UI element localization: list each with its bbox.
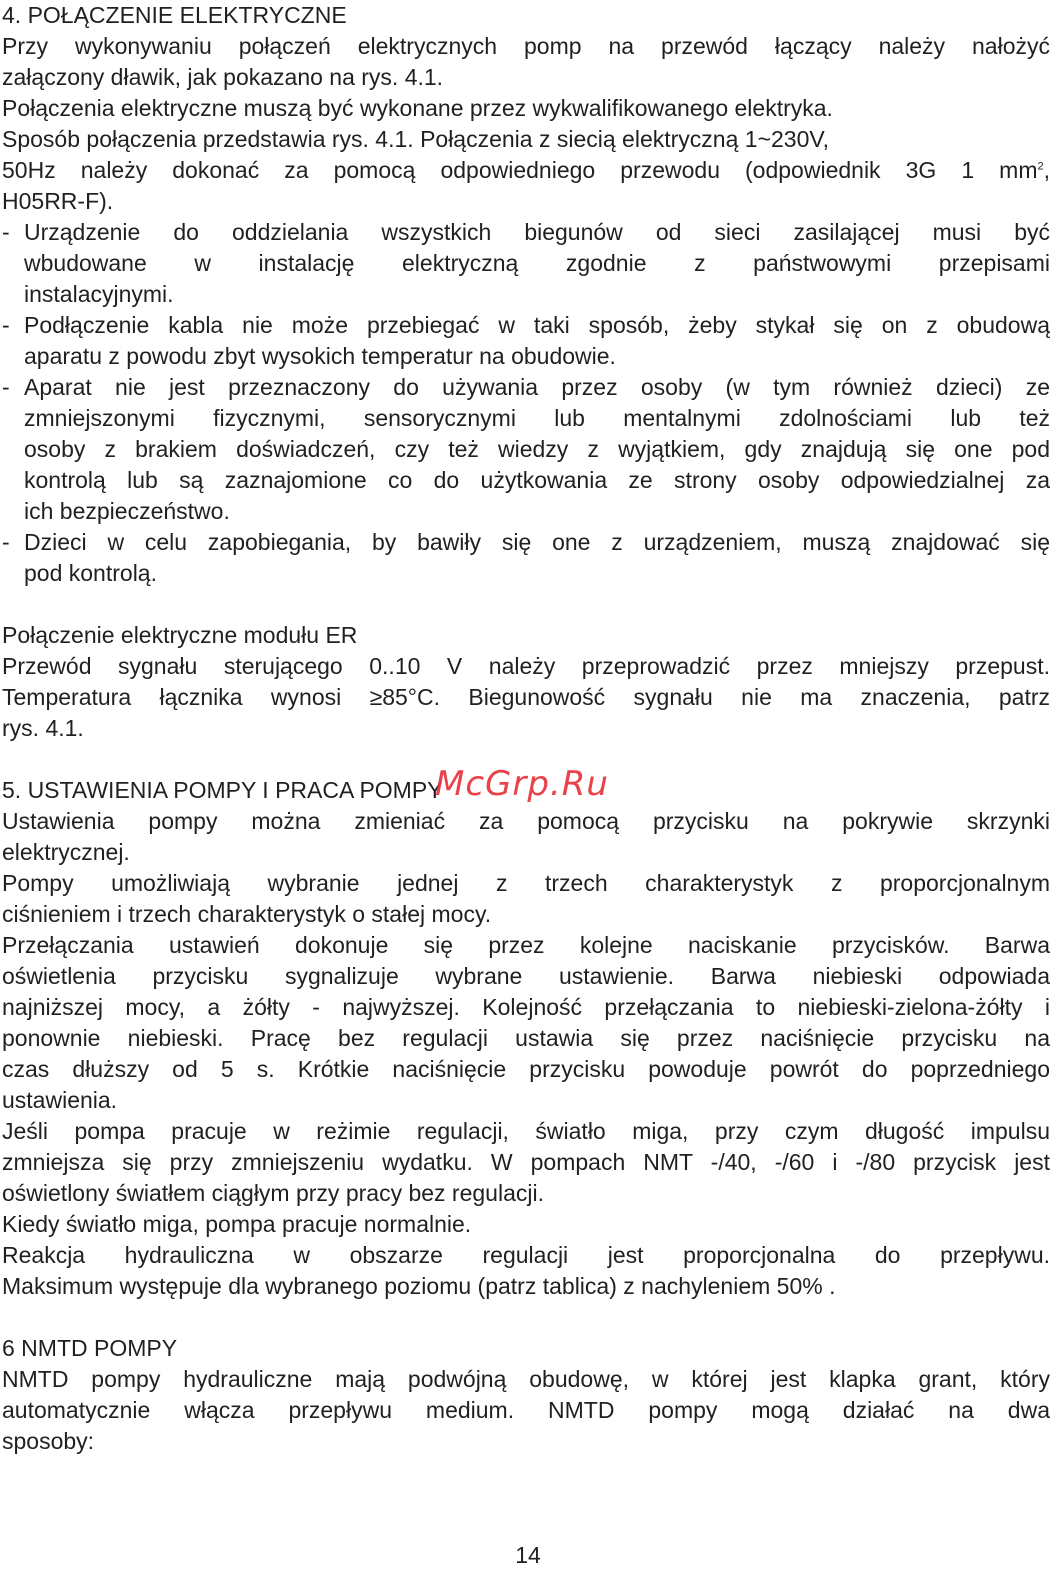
sec5-p4-line3: oświetlony światłem ciągłym przy pracy bez regulacji. [2, 1180, 544, 1206]
bullet-1-line1: - Urządzenie do oddzielania wszystkich biegunów od sieci zasilającej musi być [2, 217, 1050, 248]
bullet-4-line1: - Dzieci w celu zapobiegania, by bawiły się one z urządzeniem, muszą znajdować się [2, 527, 1050, 558]
sec4-p3-line2: 50Hz należy dokonać za pomocą odpowiedniego przewodu (odpowiednik 3G 1 $mm^2$, [2, 157, 1050, 183]
er-module-title: Połączenie elektryczne modułu ER [2, 622, 358, 648]
bullet-2-line2: aparatu z powodu zbyt wysokich temperatur na obudowie. [24, 343, 616, 369]
sec5-p5: Kiedy światło miga, pompa pracuje normalnie. [2, 1211, 472, 1237]
sec4-p2: Połączenia elektryczne muszą być wykonane przez wykwalifikowanego elektryka. [2, 95, 833, 121]
sec5-p3-line1: Przełączania ustawień dokonuje się przez kolejne naciskanie przycisków. Barwa [2, 932, 1050, 958]
section-6-title: 6 NMTD POMPY [2, 1335, 178, 1361]
er-line2: Temperatura łącznika wynosi ≥85°C. Biegunowość sygnału nie ma znaczenia, patrz [2, 684, 1050, 710]
sec5-p2-line1: Pompy umożliwiają wybranie jednej z trzech charakterystyk z proporcjonalnym [2, 870, 1050, 896]
sec4-p3-line3: H05RR-F). [2, 188, 114, 214]
bullet-dash: - [2, 219, 10, 245]
bullet-3-line2: zmniejszonymi fizycznymi, sensorycznymi lub mentalnymi zdolnościami lub też [24, 405, 1050, 431]
bullet-dash: - [2, 374, 10, 400]
sec6-line3: sposoby: [2, 1428, 95, 1454]
page-number: 14 [515, 1542, 541, 1568]
bullet-2-line1: - Podłączenie kabla nie może przebiegać w taki sposób, żeby stykał się on z obudową [2, 310, 1050, 341]
bullet-1-line2: wbudowane w instalację elektryczną zgodnie z państwowymi przepisami [24, 250, 1050, 276]
sec5-p1-line2: elektrycznej. [2, 839, 130, 865]
sec5-p4-line1: Jeśli pompa pracuje w reżimie regulacji, światło miga, przy czym długość impulsu [2, 1118, 1050, 1144]
sec4-p1-line1: Przy wykonywaniu połączeń elektrycznych pomp na przewód łączący należy nałożyć [2, 33, 1050, 59]
bullet-dash: - [2, 529, 10, 555]
bullet-1-line3: instalacyjnymi. [24, 281, 174, 307]
sec5-p1-line1: Ustawienia pompy można zmieniać za pomocą przycisku na pokrywie skrzynki [2, 808, 1050, 834]
sec5-p4-line2: zmniejsza się przy zmniejszeniu wydatku. W pompach NMT -/40, -/60 i -/80 przycisk jest [2, 1149, 1050, 1175]
sec4-p1-line2: załączony dławik, jak pokazano na rys. 4.1. [2, 64, 444, 90]
sec5-p3-line4: ponownie niebieski. Pracę bez regulacji ustawia się przez naciśnięcie przycisku na [2, 1025, 1050, 1051]
bullet-4-line2: pod kontrolą. [24, 560, 157, 586]
er-line3: rys. 4.1. [2, 715, 84, 741]
sec6-line1: NMTD pompy hydrauliczne mają podwójną obudowę, w której jest klapka grant, który [2, 1366, 1050, 1392]
bullet-dash: - [2, 312, 10, 338]
sec5-p3-line5: czas dłuższy od 5 s. Krótkie naciśnięcie przycisku powoduje powrót do poprzedniego [2, 1056, 1050, 1082]
sec4-p3-line1: Sposób połączenia przedstawia rys. 4.1. Połączenia z siecią elektryczną 1~230V, [2, 126, 829, 152]
sec5-p3-line3: najniższej mocy, a żółty - najwyższej. Kolejność przełączania to niebieski-zielona-żółty i [2, 994, 1050, 1020]
watermark-logo: McGrp.Ru [435, 764, 609, 804]
bullet-3-line4: kontrolą lub są zaznajomione co do użytkowania ze strony osoby odpowiedzialnej za [24, 467, 1050, 493]
sec5-p6-line1: Reakcja hydrauliczna w obszarze regulacji jest proporcjonalna do przepływu. [2, 1242, 1050, 1268]
spacer [2, 589, 1050, 620]
sec5-p6-line2: Maksimum występuje dla wybranego poziomu (patrz tablica) z nachyleniem 50% . [2, 1273, 836, 1299]
superscript-2: 2 [1037, 160, 1044, 173]
sec5-p3-line6: ustawienia. [2, 1087, 118, 1113]
sec5-p2-line2: ciśnieniem i trzech charakterystyk o stałej mocy. [2, 901, 492, 927]
bullet-3-line3: osoby z brakiem doświadczeń, czy też wiedzy z wyjątkiem, gdy znajdują się one pod [24, 436, 1050, 462]
section-5-title: 5. USTAWIENIA POMPY I PRACA POMPY [2, 777, 443, 803]
manual-page [2, 0, 1050, 1457]
spacer [2, 1302, 1050, 1333]
er-line1: Przewód sygnału sterującego 0..10 V należy przeprowadzić przez mniejszy przepust. [2, 653, 1050, 679]
sec6-line2: automatycznie włącza przepływu medium. NMTD pompy mogą działać na dwa [2, 1397, 1050, 1423]
section-4-title: 4. POŁĄCZENIE ELEKTRYCZNE [2, 2, 347, 28]
bullet-3-line5: ich bezpieczeństwo. [24, 498, 230, 524]
bullet-3-line1: - Aparat nie jest przeznaczony do używania przez osoby (w tym również dzieci) ze [2, 372, 1050, 403]
sec5-p3-line2: oświetlenia przycisku sygnalizuje wybrane ustawienie. Barwa niebieski odpowiada [2, 963, 1050, 989]
